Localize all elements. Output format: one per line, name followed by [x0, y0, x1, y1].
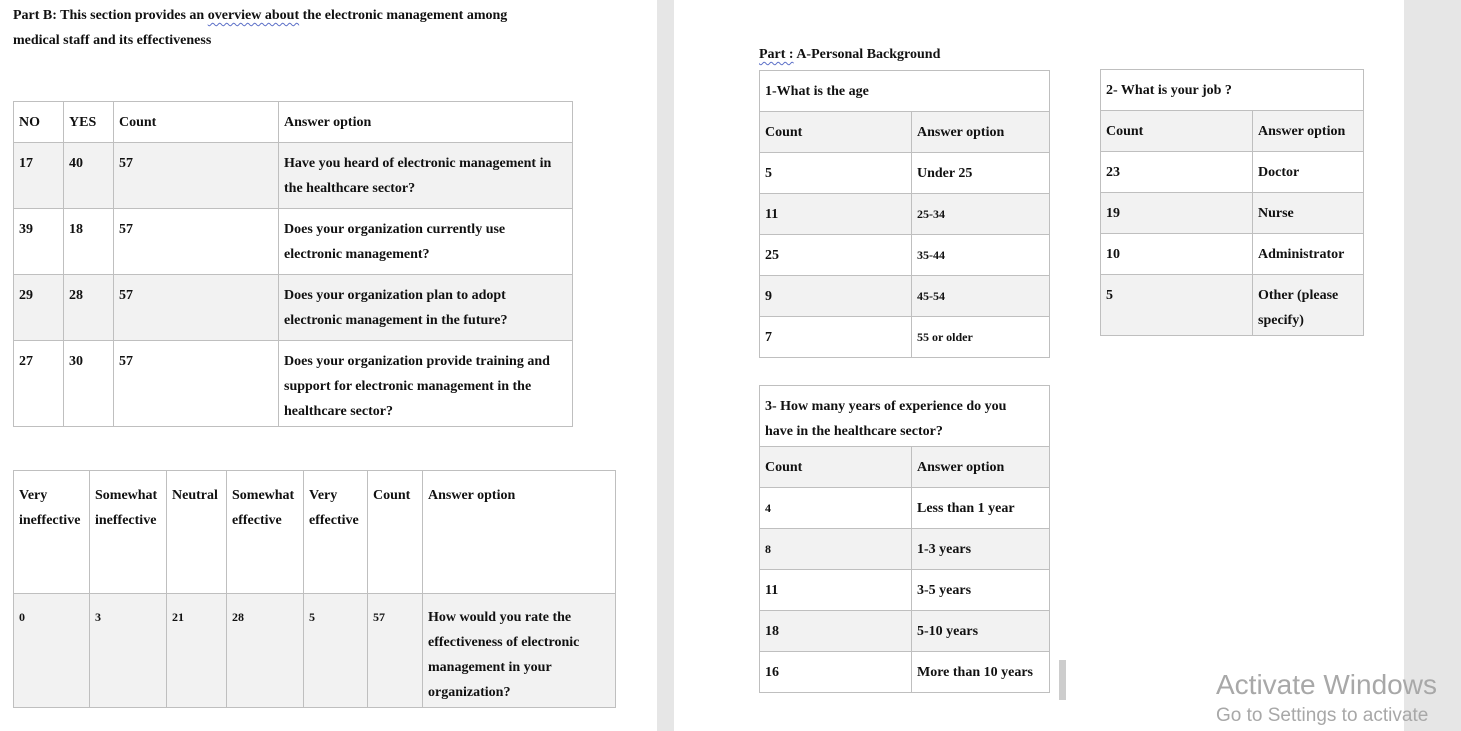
answer-line: Does your organization currently use	[284, 222, 506, 237]
cell-count: 57	[114, 143, 279, 209]
header-answer-option: Answer option	[1253, 111, 1364, 152]
cell-count: 57	[114, 209, 279, 275]
table-row	[760, 276, 1050, 317]
header-line: Very	[19, 488, 48, 503]
cell-option: More than 10 years	[912, 652, 1050, 693]
cell-count: 4	[760, 488, 912, 529]
cell-somewhat-ineffective: 3	[90, 594, 167, 708]
experience-table-title	[760, 386, 1050, 447]
header-count	[368, 471, 423, 594]
cell-option: 25-34	[912, 194, 1050, 235]
spelling-flagged-text[interactable]: overview about	[207, 8, 300, 23]
header-line: ineffective	[95, 513, 157, 528]
cell-yes: 28	[64, 275, 114, 341]
answer-line: the healthcare sector?	[284, 181, 416, 196]
cell-count: 18	[760, 611, 912, 652]
cell-count: 57	[114, 341, 279, 427]
cell-count: 16	[760, 652, 912, 693]
header-answer-option: Answer option	[912, 447, 1050, 488]
cell-count: 25	[760, 235, 912, 276]
answer-line: effectiveness of electronic	[428, 635, 580, 650]
answer-line: Does your organization provide training and	[284, 354, 550, 369]
effectiveness-table	[13, 470, 616, 708]
table-row	[760, 611, 1050, 652]
cell-option: 35-44	[912, 235, 1050, 276]
cell-count: 5	[1101, 275, 1253, 336]
watermark-line2: Go to Settings to activate	[1216, 705, 1429, 726]
table-title-row	[760, 71, 1050, 112]
answer-line: organization?	[428, 685, 511, 700]
answer-line: Does your organization plan to adopt	[284, 288, 506, 303]
cell-count: 23	[1101, 152, 1253, 193]
header-line: effective	[232, 513, 282, 528]
part-b-heading-text: Part B: This section provides an	[13, 8, 208, 23]
table-header-row	[760, 112, 1050, 153]
table-title-row	[1101, 70, 1364, 111]
part-a-heading	[759, 42, 940, 67]
table-row	[14, 341, 573, 427]
table-row	[760, 317, 1050, 358]
header-somewhat-effective	[227, 471, 304, 594]
cell-very-effective: 5	[304, 594, 368, 708]
table-row	[760, 488, 1050, 529]
table-row	[14, 275, 573, 341]
table-row	[760, 570, 1050, 611]
part-a-heading-text: A-Personal Background	[793, 47, 941, 62]
age-table	[759, 70, 1050, 358]
cell-count: 5	[760, 153, 912, 194]
cell-no: 27	[14, 341, 64, 427]
table-row	[14, 209, 573, 275]
table-row	[760, 652, 1050, 693]
header-line: Somewhat	[232, 488, 295, 503]
cell-option: 1-3 years	[912, 529, 1050, 570]
table-row	[1101, 234, 1364, 275]
part-b-heading-text-2: the electronic management among	[299, 8, 508, 23]
header-line: effective	[309, 513, 359, 528]
header-very-ineffective	[14, 471, 90, 594]
option-line: Other (please	[1258, 288, 1339, 303]
job-table	[1100, 69, 1364, 336]
activation-watermark	[1216, 668, 1437, 728]
cell-count: 10	[1101, 234, 1253, 275]
table-row	[1101, 152, 1364, 193]
cell-option: 3-5 years	[912, 570, 1050, 611]
cell-answer-option	[279, 341, 573, 427]
cell-count: 11	[760, 570, 912, 611]
cell-yes: 18	[64, 209, 114, 275]
cell-option: 55 or older	[912, 317, 1050, 358]
cell-option: Under 25	[912, 153, 1050, 194]
answer-line: Have you heard of electronic management in	[284, 156, 552, 171]
cell-answer-option	[279, 209, 573, 275]
page-right-gutter	[1404, 0, 1461, 731]
header-somewhat-ineffective	[90, 471, 167, 594]
header-yes: YES	[64, 102, 114, 143]
header-count: Count	[760, 112, 912, 153]
watermark-line1: Activate Windows	[1216, 669, 1437, 700]
age-table-title: 1-What is the age	[760, 71, 1050, 112]
cell-option: Nurse	[1253, 193, 1364, 234]
cell-option	[1253, 275, 1364, 336]
cell-count: 57	[368, 594, 423, 708]
table-row	[760, 153, 1050, 194]
cell-somewhat-effective: 28	[227, 594, 304, 708]
answer-line: How would you rate the	[428, 610, 572, 625]
cell-yes: 30	[64, 341, 114, 427]
header-answer-option: Answer option	[279, 102, 573, 143]
answer-line: support for electronic management in the	[284, 379, 532, 394]
spelling-flagged-text[interactable]: Part :	[759, 47, 794, 62]
cell-no: 17	[14, 143, 64, 209]
header-no: NO	[14, 102, 64, 143]
part-b-heading	[13, 3, 653, 53]
cell-answer-option	[423, 594, 616, 708]
header-line: ineffective	[19, 513, 81, 528]
header-neutral	[167, 471, 227, 594]
table-header-row	[14, 471, 616, 594]
table-row	[1101, 193, 1364, 234]
job-table-title: 2- What is your job ?	[1101, 70, 1364, 111]
table-row	[1101, 275, 1364, 336]
document-page-right	[674, 0, 1404, 731]
table-resize-handle[interactable]	[1059, 660, 1066, 700]
title-line: have in the healthcare sector?	[765, 424, 943, 439]
header-count: Count	[1101, 111, 1253, 152]
header-very-effective	[304, 471, 368, 594]
page-gutter	[657, 0, 674, 731]
header-count: Count	[760, 447, 912, 488]
cell-neutral: 21	[167, 594, 227, 708]
header-line: Answer option	[428, 488, 516, 503]
cell-option: Doctor	[1253, 152, 1364, 193]
table-row	[14, 594, 616, 708]
cell-very-ineffective: 0	[14, 594, 90, 708]
cell-count: 11	[760, 194, 912, 235]
answer-line: management in your	[428, 660, 552, 675]
header-count: Count	[114, 102, 279, 143]
cell-answer-option	[279, 275, 573, 341]
option-line: specify)	[1258, 313, 1304, 328]
cell-option: 45-54	[912, 276, 1050, 317]
part-b-heading-line2: medical staff and its effectiveness	[13, 33, 212, 48]
header-line: Somewhat	[95, 488, 158, 503]
table-row	[760, 235, 1050, 276]
cell-count: 19	[1101, 193, 1253, 234]
header-answer-option	[423, 471, 616, 594]
answer-line: healthcare sector?	[284, 404, 393, 419]
cell-count: 9	[760, 276, 912, 317]
cell-answer-option	[279, 143, 573, 209]
table-header-row	[760, 447, 1050, 488]
table-header-row	[14, 102, 573, 143]
experience-table	[759, 385, 1050, 693]
table-row	[760, 194, 1050, 235]
header-line: Neutral	[172, 488, 218, 503]
header-answer-option: Answer option	[912, 112, 1050, 153]
cell-count: 57	[114, 275, 279, 341]
document-page-left	[0, 0, 657, 731]
title-line: 3- How many years of experience do you	[765, 399, 1007, 414]
table-row	[760, 529, 1050, 570]
yes-no-table	[13, 101, 573, 427]
header-line: Very	[309, 488, 338, 503]
cell-yes: 40	[64, 143, 114, 209]
cell-count: 7	[760, 317, 912, 358]
answer-line: electronic management?	[284, 247, 430, 262]
cell-no: 39	[14, 209, 64, 275]
answer-line: electronic management in the future?	[284, 313, 508, 328]
table-row	[14, 143, 573, 209]
cell-no: 29	[14, 275, 64, 341]
table-header-row	[1101, 111, 1364, 152]
cell-option: Less than 1 year	[912, 488, 1050, 529]
header-line: Count	[373, 488, 411, 503]
table-title-row	[760, 386, 1050, 447]
cell-option: 5-10 years	[912, 611, 1050, 652]
cell-count: 8	[760, 529, 912, 570]
cell-option: Administrator	[1253, 234, 1364, 275]
